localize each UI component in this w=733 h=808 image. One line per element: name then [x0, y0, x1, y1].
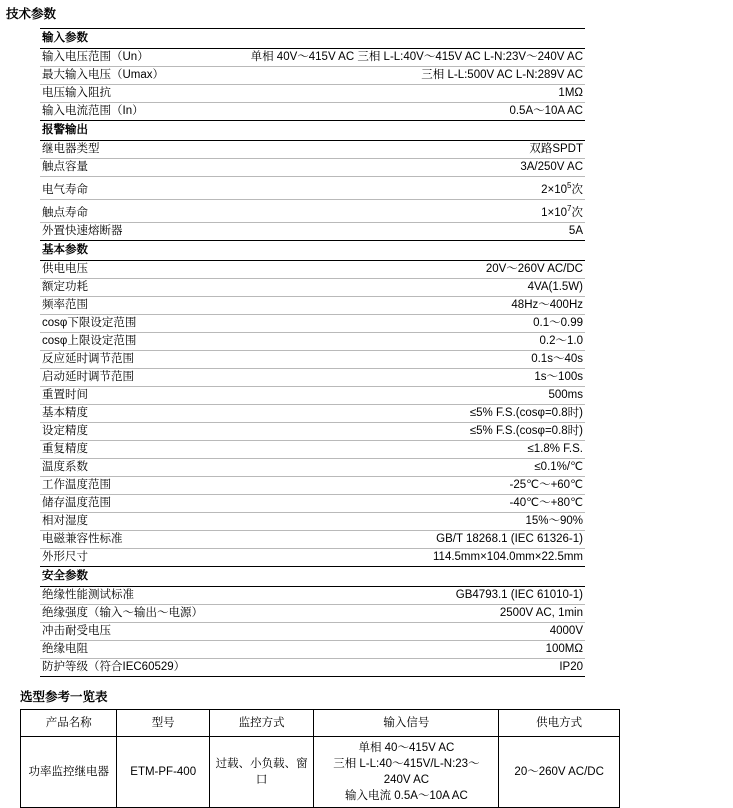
spec-row [40, 404, 585, 422]
table-row [21, 736, 620, 807]
spec-label: 基本精度 [40, 404, 249, 422]
input-line: 输入电流 0.5A～10A AC [345, 789, 468, 802]
spec-row [40, 458, 585, 476]
spec-label: 电磁兼容性标准 [40, 530, 249, 548]
spec-label: 额定功耗 [40, 278, 249, 296]
spec-row [40, 640, 585, 658]
spec-row [40, 350, 585, 368]
spec-row [40, 141, 585, 159]
spec-value: 三相 L-L:500V AC L-N:289V AC [249, 67, 585, 85]
exponent: 5 [567, 181, 572, 190]
spec-value: GB/T 18268.1 (IEC 61326-1) [249, 530, 585, 548]
exponent: 7 [567, 203, 572, 213]
cell-model: ETM-PF-400 [117, 736, 209, 807]
spec-row [40, 512, 585, 530]
input-line: 三相 L-L:40～415V/L-N:23～ [333, 757, 480, 770]
spec-group-header [40, 240, 585, 260]
cell-input-signal [314, 736, 499, 807]
column-header-power: 供电方式 [499, 709, 620, 736]
spec-table-container [40, 28, 585, 677]
spec-label: 相对湿度 [40, 512, 249, 530]
spec-value: 2500V AC, 1min [249, 604, 585, 622]
spec-row [40, 368, 585, 386]
spec-label: 反应延时调节范围 [40, 350, 249, 368]
spec-row [40, 622, 585, 640]
spec-label: 外形尺寸 [40, 548, 249, 566]
spec-value: GB4793.1 (IEC 61010-1) [249, 586, 585, 604]
page-title: 技术参数 [6, 7, 57, 21]
spec-row [40, 476, 585, 494]
spec-group-header [40, 29, 585, 49]
column-header-input: 输入信号 [314, 709, 499, 736]
spec-label: cosφ上限设定范围 [40, 332, 249, 350]
spec-label: 电气寿命 [40, 177, 249, 200]
spec-group-header [40, 121, 585, 141]
cell-product-name: 功率监控继电器 [21, 736, 117, 807]
spec-value: 4VA(1.5W) [249, 278, 585, 296]
spec-label: 触点容量 [40, 159, 249, 177]
cell-monitor-mode: 过载、小负载、窗口 [209, 736, 314, 807]
spec-label: 绝缘电阻 [40, 640, 249, 658]
spec-value: 1s～100s [249, 368, 585, 386]
spec-value: $2\times 10^5$次 [249, 177, 585, 200]
spec-value: 1MΩ [249, 85, 585, 103]
spec-value: 0.2～1.0 [249, 332, 585, 350]
spec-group-header [40, 566, 585, 586]
spec-label: 储存温度范围 [40, 494, 249, 512]
spec-value: ≤5% F.S.(cosφ=0.8时) [249, 404, 585, 422]
spec-label: 绝缘强度（输入～输出～电源） [40, 604, 249, 622]
spec-label: 供电电压 [40, 260, 249, 278]
spec-group-label: 报警输出 [40, 121, 585, 141]
spec-row [40, 548, 585, 566]
spec-row [40, 314, 585, 332]
spec-value: $1\times 10^7$次 [249, 199, 585, 222]
spec-row [40, 159, 585, 177]
spec-row [40, 222, 585, 240]
order-table [20, 709, 620, 808]
column-header-name: 产品名称 [21, 709, 117, 736]
spec-label: 绝缘性能测试标准 [40, 586, 249, 604]
spec-value: 0.1～0.99 [249, 314, 585, 332]
spec-row [40, 67, 585, 85]
spec-row [40, 440, 585, 458]
spec-label: 输入电压范围（Un） [40, 49, 249, 67]
spec-value: 4000V [249, 622, 585, 640]
spec-label: 工作温度范围 [40, 476, 249, 494]
spec-value: -40℃～+80℃ [249, 494, 585, 512]
spec-label: 最大输入电压（Umax） [40, 67, 249, 85]
spec-label: 冲击耐受电压 [40, 622, 249, 640]
spec-group-label: 输入参数 [40, 29, 585, 49]
spec-row [40, 332, 585, 350]
spec-label: 设定精度 [40, 422, 249, 440]
spec-row [40, 103, 585, 121]
spec-label: 继电器类型 [40, 141, 249, 159]
spec-value: 单相 40V～415V AC 三相 L-L:40V～415V AC L-N:23V～240V AC [249, 49, 585, 67]
spec-value: 0.1s～40s [249, 350, 585, 368]
spec-value: 5A [249, 222, 585, 240]
spec-row [40, 49, 585, 67]
spec-value: 15%～90% [249, 512, 585, 530]
spec-label: 温度系数 [40, 458, 249, 476]
spec-row [40, 494, 585, 512]
spec-label: 频率范围 [40, 296, 249, 314]
spec-group-label: 基本参数 [40, 240, 585, 260]
spec-value: ≤1.8% F.S. [249, 440, 585, 458]
spec-row [40, 177, 585, 200]
spec-label: 触点寿命 [40, 199, 249, 222]
spec-label: 启动延时调节范围 [40, 368, 249, 386]
spec-value: ≤0.1%/℃ [249, 458, 585, 476]
spec-value: 双路SPDT [249, 141, 585, 159]
spec-value: -25℃～+60℃ [249, 476, 585, 494]
spec-label: 防护等级（符合IEC60529） [40, 658, 249, 676]
column-header-model: 型号 [117, 709, 209, 736]
spec-value: 0.5A～10A AC [249, 103, 585, 121]
spec-group-label: 安全参数 [40, 566, 585, 586]
spec-row [40, 530, 585, 548]
input-line: 240V AC [383, 773, 430, 786]
spec-row [40, 586, 585, 604]
spec-row [40, 604, 585, 622]
input-line: 单相 40～415V AC [358, 741, 455, 754]
spec-row [40, 85, 585, 103]
spec-value: 500ms [249, 386, 585, 404]
spec-row [40, 278, 585, 296]
spec-row [40, 658, 585, 676]
spec-label: cosφ下限设定范围 [40, 314, 249, 332]
spec-value: IP20 [249, 658, 585, 676]
spec-row [40, 199, 585, 222]
spec-label: 输入电流范围（In） [40, 103, 249, 121]
order-table-title: 选型参考一览表 [20, 689, 108, 704]
spec-value: ≤5% F.S.(cosφ=0.8时) [249, 422, 585, 440]
spec-table [40, 28, 585, 677]
spec-row [40, 296, 585, 314]
spec-label: 电压输入阻抗 [40, 85, 249, 103]
spec-row [40, 422, 585, 440]
spec-label: 重置时间 [40, 386, 249, 404]
spec-label: 外置快速熔断器 [40, 222, 249, 240]
spec-value: 3A/250V AC [249, 159, 585, 177]
spec-row [40, 260, 585, 278]
spec-label: 重复精度 [40, 440, 249, 458]
spec-row [40, 386, 585, 404]
table-header-row [21, 709, 620, 736]
spec-value: 48Hz～400Hz [249, 296, 585, 314]
order-table-container [20, 709, 620, 808]
spec-value: 100MΩ [249, 640, 585, 658]
spec-value: 114.5mm×104.0mm×22.5mm [249, 548, 585, 566]
cell-power-supply: 20～260V AC/DC [499, 736, 620, 807]
spec-value: 20V～260V AC/DC [249, 260, 585, 278]
column-header-monitor: 监控方式 [209, 709, 314, 736]
